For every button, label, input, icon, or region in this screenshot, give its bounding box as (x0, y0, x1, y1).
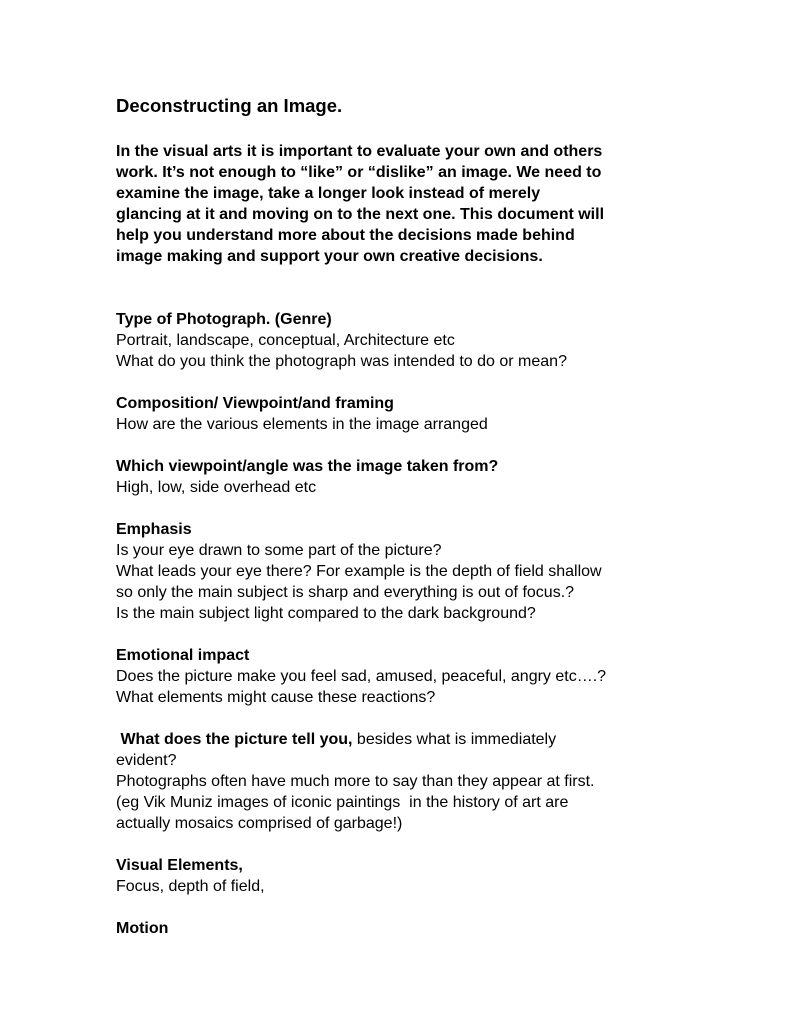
section-line: What do you think the photograph was intended to do or mean? (116, 353, 567, 370)
section-visual-elements (116, 855, 716, 897)
section-line: Is the main subject light compared to the dark background? (116, 605, 536, 622)
intro-line: glancing at it and moving on to the next one. This document will (116, 206, 605, 223)
section-heading: Composition/ Viewpoint/and framing (116, 395, 394, 412)
section-line: actually mosaics comprised of garbage!) (116, 815, 403, 832)
section-line: Photographs often have much more to say than they appear at first. (116, 773, 595, 790)
page-title: Deconstructing an Image. (116, 95, 343, 116)
section-emphasis (116, 519, 716, 624)
section-picture-tells (116, 729, 716, 834)
section-heading: Emotional impact (116, 647, 250, 664)
section-viewpoint (116, 456, 716, 498)
section-line: (eg Vik Muniz images of iconic paintings in the history of art are (116, 794, 569, 811)
section-line: High, low, side overhead etc (116, 479, 317, 496)
intro-paragraph (116, 141, 716, 267)
section-motion (116, 918, 716, 939)
intro-line: help you understand more about the decisions made behind (116, 227, 575, 244)
section-genre (116, 309, 716, 372)
section-heading: Visual Elements, (116, 857, 243, 874)
section-heading: Motion (116, 920, 169, 937)
section-line: Does the picture make you feel sad, amused, peaceful, angry etc….? (116, 668, 607, 685)
section-composition (116, 393, 716, 435)
section-line: What elements might cause these reactions? (116, 689, 436, 706)
section-line: Focus, depth of field, (116, 878, 265, 895)
section-line: How are the various elements in the image arranged (116, 416, 488, 433)
section-line: so only the main subject is sharp and everything is out of focus.? (116, 584, 575, 601)
section-line: Portrait, landscape, conceptual, Architecture etc (116, 332, 455, 349)
section-emotional-impact (116, 645, 716, 708)
section-heading: Which viewpoint/angle was the image taken from? (116, 458, 499, 475)
intro-line: In the visual arts it is important to evaluate your own and others (116, 143, 603, 160)
section-heading: Emphasis (116, 521, 192, 538)
intro-line: image making and support your own creative decisions. (116, 248, 543, 265)
section-line: evident? (116, 752, 177, 769)
document-page (116, 94, 716, 960)
section-heading-line (116, 729, 716, 750)
section-line: Is your eye drawn to some part of the picture? (116, 542, 442, 559)
intro-line: examine the image, take a longer look instead of merely (116, 185, 541, 202)
section-heading-rest: besides what is immediately (352, 731, 557, 748)
intro-line: work. It’s not enough to “like” or “dislike” an image. We need to (116, 164, 602, 181)
section-heading: What does the picture tell you, (116, 731, 353, 748)
section-heading: Type of Photograph. (Genre) (116, 311, 332, 328)
section-line: What leads your eye there? For example is the depth of field shallow (116, 563, 602, 580)
